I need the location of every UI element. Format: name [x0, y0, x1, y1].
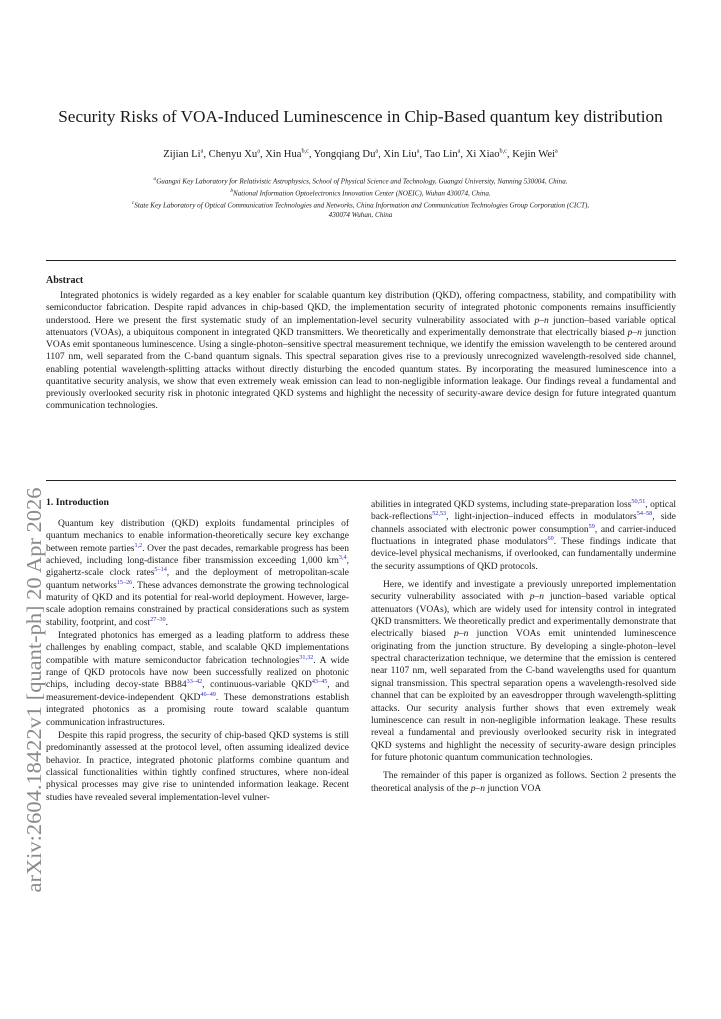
author: Zijian Li$^a$ — [163, 147, 204, 160]
citation-link[interactable]: 15–26 — [116, 578, 133, 586]
intro-paragraph-3-continued: abilities in integrated QKD systems, including state-preparation loss$^{50,51}$, optical back-reflections$^{52,53}$, light-injection–induced effects in modulators$^{54-58}$, side channels associated with electronic power consumption$^{59}$, and carrier-induced fluctuations in integrated phase modulators$^{60}$. These findings indicate that device-level physical mechanisms, if overlooked, can fundamentally undermine the security assumptions of QKD protocols. — [371, 497, 677, 572]
citation-link[interactable]: 3,4 — [338, 553, 347, 561]
citation-link[interactable]: 52,53 — [432, 510, 447, 518]
abstract-heading: Abstract — [46, 275, 84, 286]
intro-paragraph-4: Here, we identify and investigate a previously unreported implementation security vulnerability associated with p–n junction–based variable optical attenuators (VOAs), which are widely used for intensity control in integrated QKD transmitters. We theoretically predict and experimentally demonstrate that electrically biased p–n junction VOAs emit unintended luminescence originating from the junction structure. By developing a single-photon–level spectral characterization technique, we determine that the emission is centered near 1107 nm, well separated from the C-band wavelengths used for quantum signal transmission. This spectral separation opens a wavelength-resolved side channel that can be exploited by an eavesdropper through wavelength-splitting attacks. Our security analysis further shows that even extremely weak luminescence can result in non-negligible information leakage. These results reveal a fundamental and previously overlooked security risk in integrated QKD systems and highlight the necessity of security-aware design principles for future photonic quantum communication technologies. — [371, 580, 676, 763]
affiliations — [40, 175, 681, 220]
section-link[interactable]: 2 — [622, 771, 627, 782]
author: Chenyu Xu$^a$ — [208, 147, 260, 160]
abstract-top-rule — [46, 260, 676, 261]
left-column — [46, 496, 349, 804]
affiliation-a: $^a$Guangxi Key Laboratory for Relativistic Astrophysics, School of Physical Science and Technology, Guangxi University, Nanning 530004, China. — [153, 176, 568, 186]
arxiv-identifier-stamp — [4, 280, 48, 893]
citation-link[interactable]: 54–58 — [636, 510, 653, 518]
citation-link[interactable]: 5–14 — [154, 566, 167, 574]
paper-title: Security Risks of VOA-Induced Luminescence in Chip-Based quantum key distribution — [58, 107, 663, 126]
section-heading-introduction: 1. Introduction — [46, 497, 109, 508]
abstract-bottom-rule — [46, 480, 676, 481]
intro-paragraph-3: Despite this rapid progress, the security of chip-based QKD systems is still predominantly assessed at the protocol level, often assuming idealized device behavior. In practice, integrated photonic platforms combine quantum and classical functionalities within tightly confined structures, where non-ideal physical processes may give rise to unintended information leakage. Recent studies have revealed several implementation-level vulner- — [46, 730, 349, 803]
citation-link[interactable]: 1,2 — [134, 541, 143, 549]
intro-paragraph-5: The remainder of this paper is organized as follows. Section 2 presents the theoretical analysis of the p–n junction VOA — [371, 771, 676, 794]
citation-link[interactable]: 31,32 — [299, 653, 314, 661]
author: Kejin Wei$^a$ — [512, 147, 558, 160]
citation-link[interactable]: 60 — [547, 534, 554, 542]
author: Tao Lin$^a$ — [424, 147, 461, 160]
author: Yongqiang Du$^a$ — [313, 147, 379, 160]
author: Xi Xiao$^{b,c}$ — [465, 147, 507, 160]
abstract-body: Integrated photonics is widely regarded as a key enabler for scalable quantum key distribution (QKD), offering compactness, stability, and compatibility with semiconductor fabrication. Despite rapid advances in chip-based QKD, the implementation security of integrated photonic components remains insufficiently understood. Here we present the first systematic study of an implementation-level security vulnerability associated with p–n junction–based variable optical attenuators (VOAs), a ubiquitous component in integrated QKD transmitters. We theoretically and experimentally demonstrate that electrically biased p–n junction VOAs emit spontaneous luminescence. Using a single-photon–sensitive spectral measurement technique, we identify the emission wavelength to be centered around 1107 nm, well separated from the C-band quantum signals. This spectral separation gives rise to a previously unrecognized wavelength-resolved side channel, enabling potential wavelength-splitting attacks without directly disturbing the encoded quantum states. By incorporating the measured luminescence into a quantitative security analysis, we show that even extremely weak emission can lead to non-negligible information leakage. Our findings reveal a fundamental and previously overlooked security risk in photonic integrated QKD systems and highlight the necessity of security-aware device design for future integrated quantum communication technologies. — [46, 291, 676, 412]
author-list: Zijian Li$^a$, Chenyu Xu$^a$, Xin Hua$^{b,c}$, Yongqiang Du$^a$, Xin Liu$^a$, Tao Lin$^a$, Xi Xiao$^{b,c}$, Kejin Wei$^a$ — [163, 147, 558, 160]
citation-link[interactable]: 46–49 — [200, 690, 216, 698]
citation-link[interactable]: 33–42 — [186, 678, 203, 686]
citation-link[interactable]: 50,51 — [631, 497, 646, 505]
intro-paragraph-1: Quantum key distribution (QKD) exploits fundamental principles of quantum mechanics to enable information-theoretically secure key exchange between remote parties$^{1,2}$. Over the past decades, remarkable progress has been achieved, including long-distance fiber transmission exceeding 1,000 km$^{3,4}$, gigahertz-scale clock rates$^{5-14}$, and the deployment of metropolitan-scale quantum networks$^{15-26}$. These advances demonstrate the growing technological maturity of QKD and its potential for real-world deployment. However, large-scale adoption remains constrained by practical considerations such as system stability, footprint, and cost$^{27-30}$. — [46, 519, 350, 628]
author: Xin Hua$^{b,c}$ — [265, 147, 309, 160]
author: Xin Liu$^a$ — [383, 147, 420, 160]
affiliation-c-continued: 430074 Wuhan, China — [328, 210, 393, 219]
affiliation-c: $^c$State Key Laboratory of Optical Communication Technologies and Networks, China Information and Communication Technologies Group Corporation (CICT), — [131, 199, 590, 210]
affiliation-b: $^b$National Information Optoelectronics Innovation Center (NOEIC), Wuhan 430074, China. — [230, 187, 491, 198]
arxiv-identifier-text: arXiv:2604.18422v1 [quant-ph] 20 Apr 2026 — [22, 504, 46, 893]
intro-paragraph-2: Integrated photonics has emerged as a leading platform to address these challenges by enabling compact, stable, and scalable QKD implementations compatible with mature semiconductor fabrication technologies$^{31,32}$. A wide range of QKD protocols have now been successfully realized on photonic chips, including decoy-state BB84$^{33-42}$, continuous-variable QKD$^{43-45}$, and measurement-device-independent QKD$^{46-49}$. These demonstrations establish integrated photonics as a promising route toward scalable quantum communication infrastructures. — [46, 631, 350, 728]
citation-link[interactable]: 43–45 — [311, 678, 328, 686]
citation-link[interactable]: 59 — [588, 522, 595, 530]
right-column — [371, 499, 676, 795]
citation-link[interactable]: 27–30 — [150, 615, 166, 623]
